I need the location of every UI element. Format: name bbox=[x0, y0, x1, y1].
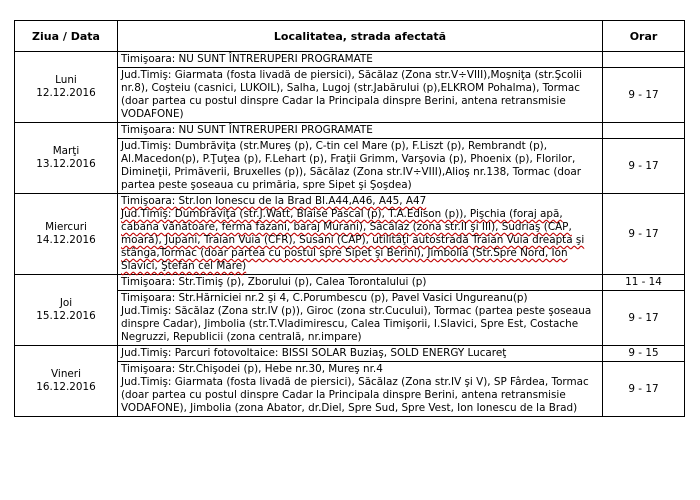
day-name: Luni bbox=[55, 74, 77, 86]
day-cell bbox=[15, 275, 118, 346]
outage-schedule-table bbox=[14, 20, 685, 417]
header-day-date: Ziua / Data bbox=[15, 21, 118, 52]
location-cell: Timişoara: Str.Chişodei (p), Hebe nr.30, Mureş nr.4 Jud.Timiş: Giarmata (fosta livadă de piersici), Săcălaz (Zona str.IV şi V), SP Fârdea, Tormac (doar partea cu postul dinspre Cadar la Principala dinspre Berini, antena retransmisie VODAFONE), Jimbolia (zona Abator, dr.Diel, Spre Sud, Spre Vest, Ion Ionescu de la Brad) bbox=[118, 362, 603, 417]
header-row bbox=[15, 21, 685, 52]
location-cell: Jud.Timiş: Dumbrăviţa (str.Mureş (p), C-tin cel Mare (p), F.Liszt (p), Rembrandt (p), Al.Macedon(p), P.Ţuţea (p), F.Lehart (p), Fraţii Grimm, Varşovia (p), Phoenix (p), Florilor, Dimineţii, Primăverii, Bruxelles (p)), Săcălaz (Zona str.IV÷VIII),Alioş nr.138, Tormac (doar partea peste şoseaua cu primăria, spre Sipet şi Şoşdea) bbox=[118, 139, 603, 194]
hours-cell bbox=[603, 123, 685, 139]
day-name: Vineri bbox=[51, 368, 81, 380]
day-cell bbox=[15, 52, 118, 123]
day-cell bbox=[15, 346, 118, 417]
hours-cell bbox=[603, 52, 685, 68]
header-hours: Orar bbox=[603, 21, 685, 52]
table-row bbox=[15, 275, 685, 291]
day-date: 14.12.2016 bbox=[36, 234, 96, 246]
location-cell: Jud.Timiş: Parcuri fotovoltaice: BISSI SOLAR Buziaş, SOLD ENERGY Lucareţ bbox=[118, 346, 603, 362]
location-cell: Timişoara: NU SUNT ÎNTRERUPERI PROGRAMATE bbox=[118, 52, 603, 68]
day-date: 16.12.2016 bbox=[36, 381, 96, 393]
day-name: Marţi bbox=[52, 145, 80, 157]
day-cell bbox=[15, 194, 118, 275]
hours-cell: 9 - 15 bbox=[603, 346, 685, 362]
location-cell: Timişoara: Str.Timiş (p), Zborului (p), Calea Torontalului (p) bbox=[118, 275, 603, 291]
hours-cell: 9 - 17 bbox=[603, 362, 685, 417]
location-cell: Timişoara: Str.Ion Ionescu de la Brad Bl.A44,A46, A45, A47 Jud.Timiş: Dumbrăviţa (str.J.Watt, Blaise Pascal (p), T.A.Edison (p)), Pişchia (foraj apă, cabana vânătoare, ferma fazani, baraj Murani), Săcălaz (zona str.II şi III), Sudriaş (CAP, moară), Jupani, Traian Vuia (CFR), Susani (CAP), utilităţi autostradă Traian Vuia dreapta şi stânga,Tormac (doar partea cu postul spre Sipet şi Berini), Jimbolia (Str.Spre Nord, Ion Slavici, Ştefan cel Mare) bbox=[118, 194, 603, 275]
day-cell bbox=[15, 123, 118, 194]
hours-cell: 9 - 17 bbox=[603, 68, 685, 123]
hours-cell: 9 - 17 bbox=[603, 194, 685, 275]
header-location: Localitatea, strada afectată bbox=[118, 21, 603, 52]
hours-cell: 11 - 14 bbox=[603, 275, 685, 291]
hours-cell: 9 - 17 bbox=[603, 291, 685, 346]
table-row bbox=[15, 123, 685, 139]
location-cell: Jud.Timiş: Giarmata (fosta livadă de piersici), Săcălaz (Zona str.V÷VIII),Moşniţa (str.Şcolii nr.8), Coşteiu (casnici, LUKOIL), Salha, Lugoj (str.Jabărului (p),ELKROM Pohalma), Tormac (doar partea cu postul dinspre Cadar la Principala dinspre Berini, antena retransmisie VODAFONE) bbox=[118, 68, 603, 123]
day-name: Joi bbox=[59, 297, 73, 309]
day-name: Miercuri bbox=[45, 221, 87, 233]
day-date: 12.12.2016 bbox=[36, 87, 96, 99]
location-cell: Timişoara: Str.Hărniciei nr.2 şi 4, C.Porumbescu (p), Pavel Vasici Ungureanu(p) Jud.Timiş: Săcălaz (Zona str.IV (p)), Giroc (zona str.Cucului), Tormac (partea peste şoseaua dinspre Cadar), Jimbolia (str.T.Vladimirescu, Calea Timişorii, I.Slavici, Spre Est, Costache Negruzzi, Republicii (zona centrală, nr.impare) bbox=[118, 291, 603, 346]
hours-cell: 9 - 17 bbox=[603, 139, 685, 194]
table-row bbox=[15, 52, 685, 68]
table-row bbox=[15, 346, 685, 362]
day-date: 15.12.2016 bbox=[36, 310, 96, 322]
table-row bbox=[15, 194, 685, 275]
location-cell: Timişoara: NU SUNT ÎNTRERUPERI PROGRAMATE bbox=[118, 123, 603, 139]
day-date: 13.12.2016 bbox=[36, 158, 96, 170]
